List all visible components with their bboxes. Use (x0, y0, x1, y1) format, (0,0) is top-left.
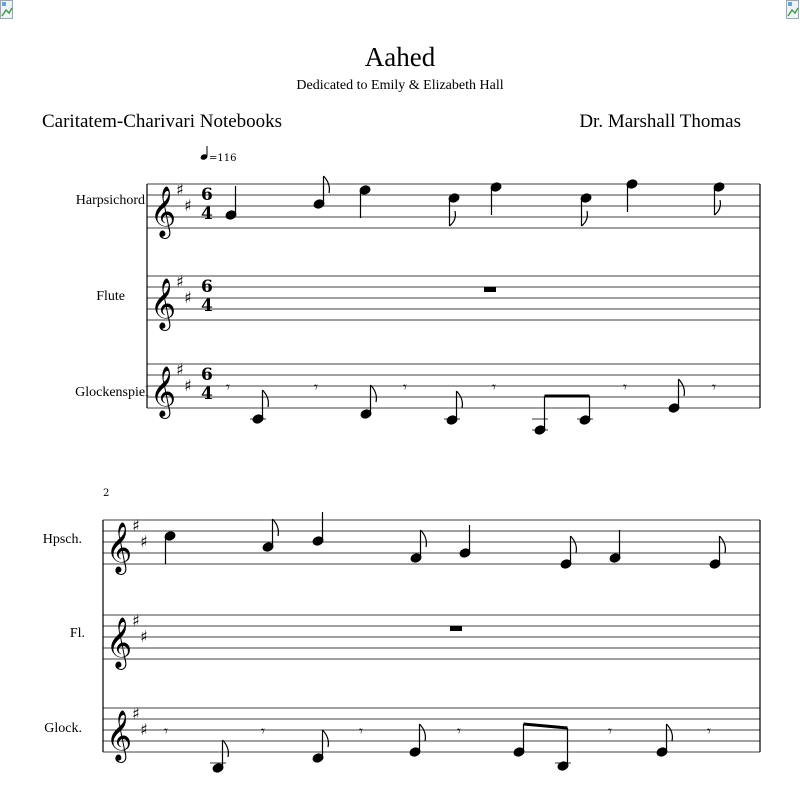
tempo-marking (200, 146, 237, 164)
measure-number: 2 (103, 488, 110, 499)
svg-text:♯: ♯ (140, 627, 148, 646)
eighth-rest: 𝄾 (492, 378, 496, 396)
eighth-rest: 𝄾 (608, 722, 612, 740)
composer: Dr. Marshall Thomas (579, 111, 741, 132)
key-signature (176, 180, 192, 395)
svg-text:♯: ♯ (184, 196, 192, 215)
system-2 (103, 520, 760, 752)
eighth-rest: 𝄾 (359, 722, 363, 740)
instrument-label-harpsichord: Harpsichord (75, 193, 145, 208)
svg-text:♯: ♯ (132, 704, 140, 723)
page-title: Aahed (364, 42, 436, 72)
harpsichord-measure-1 (225, 176, 725, 226)
whole-rest (450, 626, 462, 631)
harpsichord-measure-2 (164, 512, 725, 569)
glockenspiel-measure-1 (226, 378, 716, 435)
svg-text:4: 4 (201, 384, 213, 404)
eighth-rest: 𝄾 (314, 378, 318, 396)
tempo-bpm: =116 (209, 153, 237, 164)
treble-clef: 𝄞 (150, 186, 177, 237)
eighth-rest: 𝄾 (226, 378, 230, 396)
dedication: Dedicated to Emily & Elizabeth Hall (296, 78, 504, 93)
instrument-label-glockenspiel: Glockenspiel (75, 385, 149, 400)
svg-text:4: 4 (201, 296, 213, 316)
svg-text:♯: ♯ (176, 180, 184, 199)
eighth-rest: 𝄾 (712, 378, 716, 396)
treble-clef: 𝄞 (150, 366, 177, 417)
instrument-label-glockenspiel-abbrev: Glock. (44, 721, 82, 736)
staff-harpsichord (103, 520, 760, 564)
treble-clef: 𝄞 (106, 710, 133, 761)
eighth-rest: 𝄾 (707, 722, 711, 740)
svg-text:♯: ♯ (140, 532, 148, 551)
instrument-label-harpsichord-abbrev: Hpsch. (42, 532, 82, 547)
staff-glockenspiel (103, 708, 760, 752)
svg-text:♯: ♯ (184, 288, 192, 307)
svg-text:♯: ♯ (140, 720, 148, 739)
staff-flute (147, 276, 760, 320)
svg-text:♯: ♯ (176, 272, 184, 291)
eighth-rest: 𝄾 (164, 722, 168, 740)
eighth-rest: 𝄾 (623, 378, 627, 396)
instrument-label-flute: Flute (96, 289, 125, 304)
svg-text:6: 6 (201, 185, 213, 205)
svg-text:♯: ♯ (132, 611, 140, 630)
instrument-label-flute-abbrev: Fl. (69, 626, 85, 641)
svg-text:6: 6 (201, 365, 213, 385)
key-signature (132, 516, 148, 739)
svg-text:4: 4 (201, 204, 213, 224)
system-1 (147, 184, 760, 408)
eighth-rest: 𝄾 (403, 378, 407, 396)
svg-text:♯: ♯ (184, 376, 192, 395)
svg-text:♯: ♯ (132, 516, 140, 535)
treble-clef: 𝄞 (150, 278, 177, 329)
treble-clef: 𝄞 (106, 617, 133, 668)
whole-rest (484, 287, 496, 292)
time-signature (201, 185, 213, 404)
svg-text:♯: ♯ (176, 360, 184, 379)
eighth-rest: 𝄾 (261, 722, 265, 740)
staff-glockenspiel (147, 364, 760, 408)
publisher: Caritatem-Charivari Notebooks (42, 111, 283, 132)
staff-flute (103, 615, 760, 659)
svg-text:6: 6 (201, 277, 213, 297)
treble-clef: 𝄞 (106, 522, 133, 573)
eighth-rest: 𝄾 (457, 722, 461, 740)
